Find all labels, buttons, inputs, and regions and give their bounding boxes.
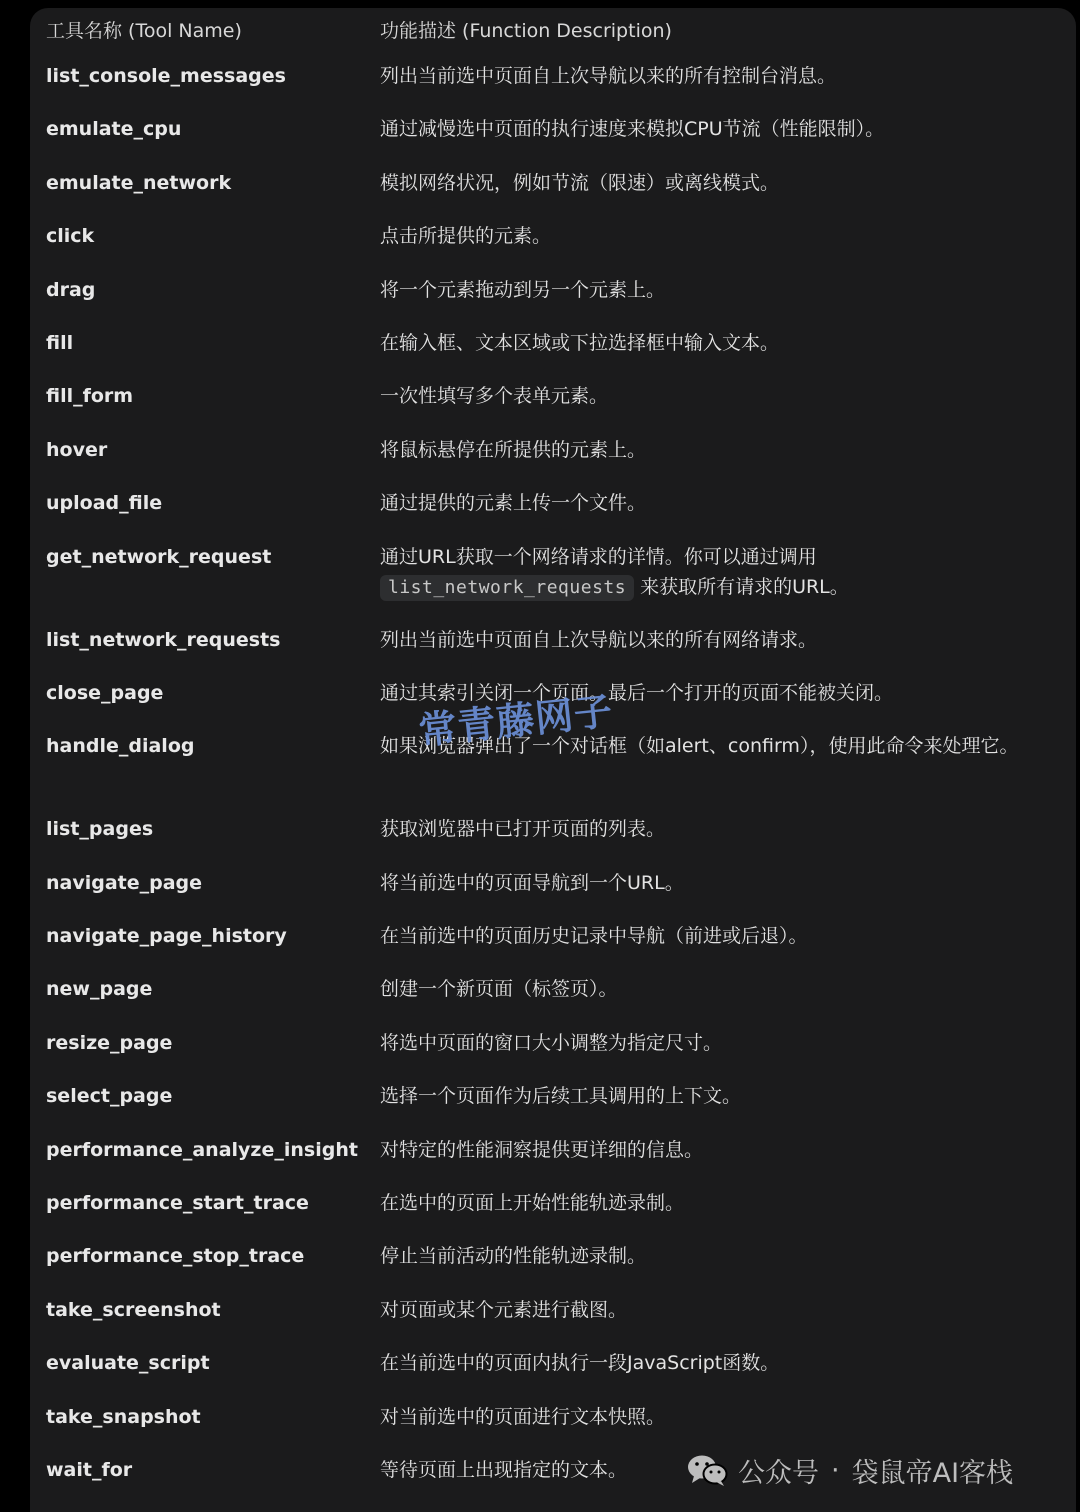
watermark: 常青藤网子 — [416, 688, 616, 754]
tool-description: 等待页面上出现指定的文本。 — [380, 1458, 628, 1481]
tool-description: 对当前选中的页面进行文本快照。 — [380, 1405, 666, 1428]
table-row — [46, 1079, 1046, 1132]
tool-name: emulate_cpu — [46, 118, 182, 141]
table-row — [46, 1239, 1046, 1292]
tool-name: new_page — [46, 978, 153, 1001]
tool-name: get_network_request — [46, 545, 272, 568]
table-row — [46, 379, 1046, 432]
tool-name: navigate_page_history — [46, 925, 287, 948]
header-tool-name: 工具名称 (Tool Name) — [46, 20, 242, 42]
table-header — [46, 14, 1046, 59]
tool-description: 停止当前活动的性能轨迹录制。 — [380, 1245, 647, 1268]
tool-description-tail: 来获取所有请求的URL。 — [640, 575, 849, 598]
tool-name: list_pages — [46, 818, 154, 841]
tool-name: list_network_requests — [46, 628, 281, 651]
tool-description: 通过其索引关闭一个页面。最后一个打开的页面不能被关闭。 — [380, 681, 894, 704]
tool-name: emulate_network — [46, 171, 232, 194]
tool-name: drag — [46, 278, 96, 301]
tool-name: navigate_page — [46, 871, 203, 894]
table-row — [46, 1133, 1046, 1186]
tool-name: fill — [46, 331, 74, 354]
tool-name: performance_start_trace — [46, 1192, 309, 1215]
tool-name: close_page — [46, 681, 164, 704]
tool-name: take_screenshot — [46, 1298, 221, 1321]
table-row — [46, 273, 1046, 326]
tool-description: 列出当前选中页面自上次导航以来的所有控制台消息。 — [380, 65, 837, 87]
account-name: 袋鼠帝AI客栈 — [851, 1457, 1014, 1489]
tool-name: wait_for — [46, 1458, 133, 1481]
tool-name: take_snapshot — [46, 1405, 201, 1428]
table-row — [46, 59, 1046, 112]
tool-name: handle_dialog — [46, 735, 195, 758]
tool-description: 通过减慢选中页面的执行速度来模拟CPU节流（性能限制）。 — [380, 118, 885, 141]
tool-name: fill_form — [46, 385, 134, 408]
tool-description — [380, 540, 1046, 602]
table-row — [46, 1346, 1046, 1399]
tool-description: 如果浏览器弹出了一个对话框（如alert、confirm），使用此命令来处理它。 — [380, 735, 1019, 758]
table-row — [46, 972, 1046, 1025]
table-body — [46, 59, 1046, 1506]
tool-description: 将鼠标悬停在所提供的元素上。 — [380, 438, 647, 461]
table-row — [46, 676, 1046, 729]
tool-description: 将选中页面的窗口大小调整为指定尺寸。 — [380, 1031, 723, 1054]
table-row — [46, 623, 1046, 676]
table-row — [46, 812, 1046, 865]
tool-name: upload_file — [46, 492, 163, 515]
tools-table — [46, 14, 1046, 1506]
table-row — [46, 729, 1046, 812]
tool-description: 将当前选中的页面导航到一个URL。 — [380, 871, 684, 894]
tool-description: 选择一个页面作为后续工具调用的上下文。 — [380, 1085, 742, 1108]
table-row — [46, 326, 1046, 379]
tool-description: 在输入框、文本区域或下拉选择框中输入文本。 — [380, 331, 780, 354]
tool-name: click — [46, 225, 95, 248]
tool-name: evaluate_script — [46, 1352, 210, 1375]
table-row — [46, 166, 1046, 219]
tool-description: 获取浏览器中已打开页面的列表。 — [380, 818, 666, 841]
tool-description: 点击所提供的元素。 — [380, 225, 552, 248]
tool-description: 在当前选中的页面历史记录中导航（前进或后退）。 — [380, 925, 808, 948]
table-row — [46, 1186, 1046, 1239]
tool-name: performance_stop_trace — [46, 1245, 305, 1268]
tool-description: 将一个元素拖动到另一个元素上。 — [380, 278, 666, 301]
tool-description-line: 通过URL获取一个网络请求的详情。你可以通过调用 — [380, 545, 817, 568]
table-row — [46, 1400, 1046, 1453]
account-separator: · — [831, 1454, 840, 1486]
tool-name: select_page — [46, 1085, 173, 1108]
table-row — [46, 433, 1046, 486]
tool-description: 列出当前选中页面自上次导航以来的所有网络请求。 — [380, 628, 818, 651]
tool-description: 对特定的性能洞察提供更详细的信息。 — [380, 1138, 704, 1161]
tool-description: 对页面或某个元素进行截图。 — [380, 1298, 628, 1321]
tool-name: performance_analyze_insight — [46, 1138, 358, 1161]
tool-description-line — [380, 572, 1046, 602]
tool-description: 在当前选中的页面内执行一段JavaScript函数。 — [380, 1352, 780, 1375]
account-platform: 公众号 — [738, 1457, 819, 1489]
account-badge — [686, 1448, 1013, 1492]
wechat-icon — [686, 1453, 728, 1487]
tool-description: 创建一个新页面（标签页）。 — [380, 978, 618, 1001]
table-row — [46, 112, 1046, 165]
table-row — [46, 486, 1046, 539]
tool-description: 在选中的页面上开始性能轨迹录制。 — [380, 1192, 685, 1215]
table-row — [46, 866, 1046, 919]
tool-description: 通过提供的元素上传一个文件。 — [380, 492, 647, 515]
tool-name: resize_page — [46, 1031, 173, 1054]
tool-name: list_console_messages — [46, 65, 286, 87]
tool-description: 模拟网络状况，例如节流（限速）或离线模式。 — [380, 171, 780, 194]
header-function-description: 功能描述 (Function Description) — [380, 20, 672, 42]
table-row — [46, 1026, 1046, 1079]
table-row — [46, 919, 1046, 972]
table-row — [46, 540, 1046, 623]
tool-description: 一次性填写多个表单元素。 — [380, 385, 609, 408]
table-row — [46, 219, 1046, 272]
tool-name: hover — [46, 438, 108, 461]
inline-code: list_network_requests — [380, 575, 634, 601]
table-row — [46, 1293, 1046, 1346]
